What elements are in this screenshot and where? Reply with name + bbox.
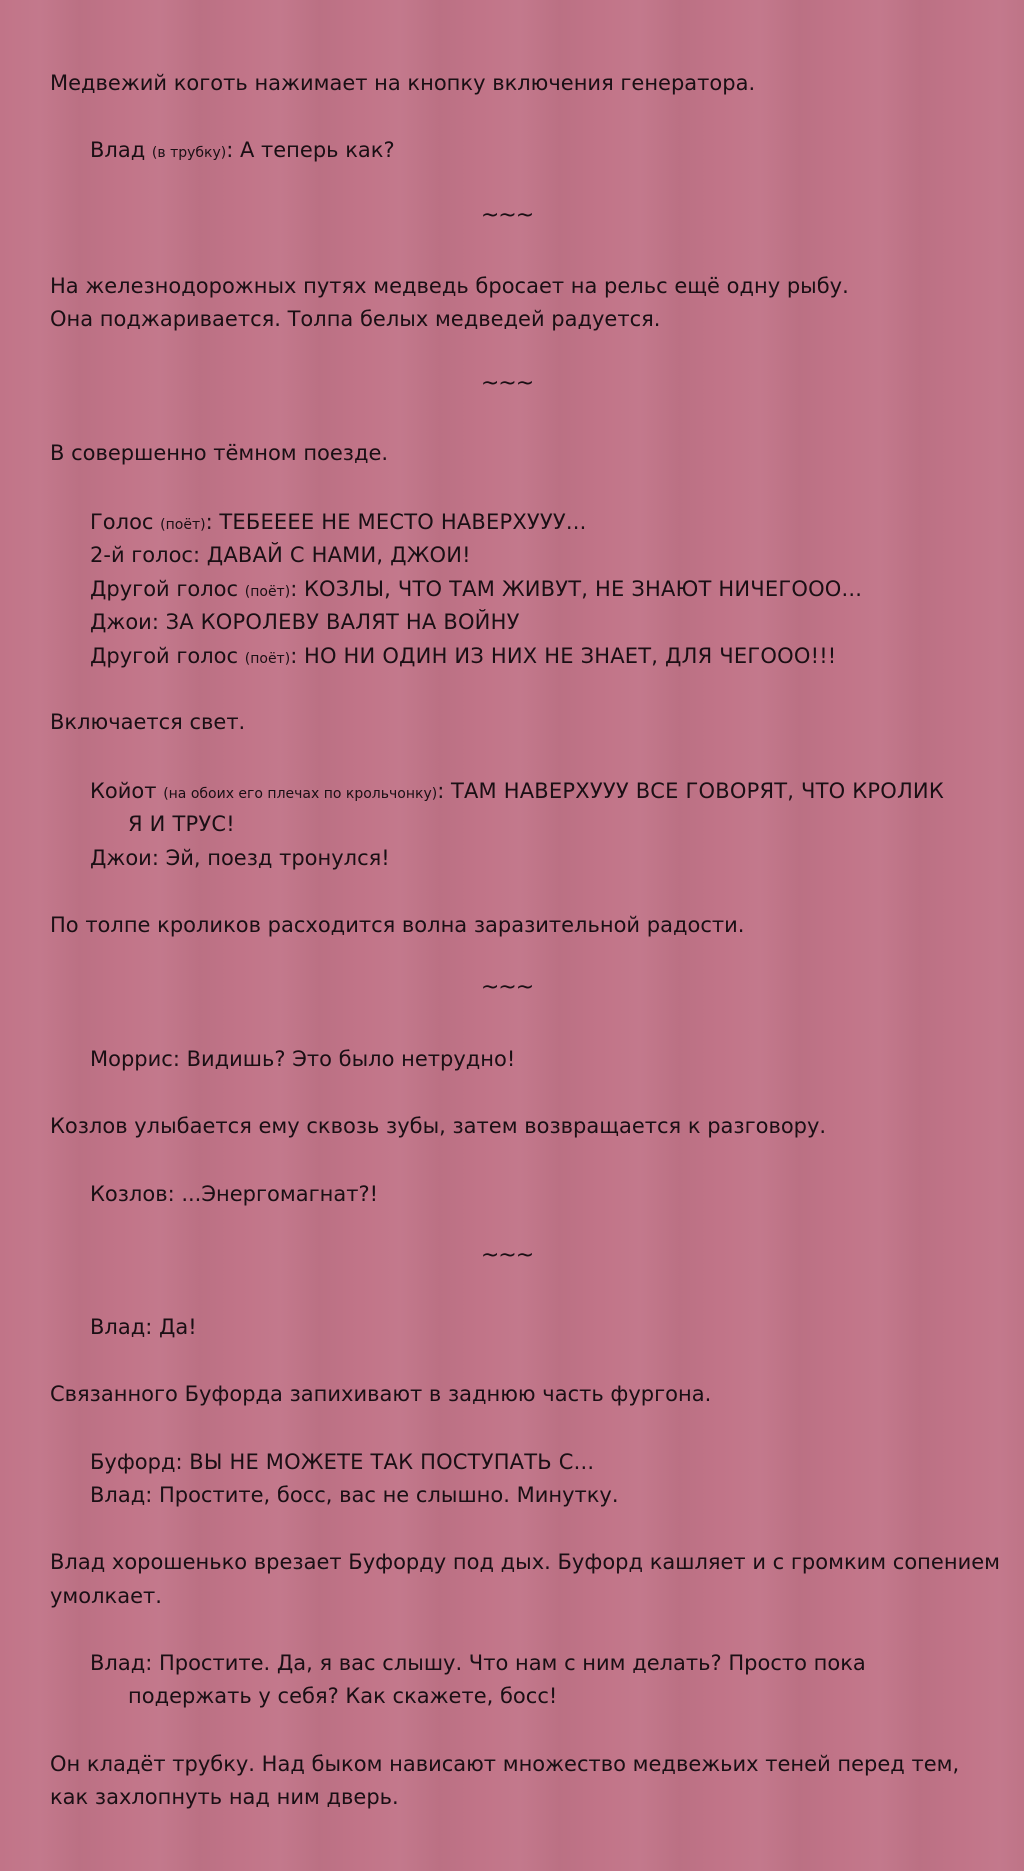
action-line: Связанного Буфорда запихивают в заднюю часть фургона. <box>50 1382 712 1406</box>
dialogue-line <box>90 1446 594 1479</box>
parenthetical: (на обоих его плечах по крольчонку) <box>163 786 438 802</box>
dialogue-text: ВЫ НЕ МОЖЕТЕ ТАК ПОСТУПАТЬ С... <box>189 1450 595 1474</box>
dialogue-text: : А теперь как? <box>226 138 395 162</box>
dialogue-text: ТЕБЕЕЕЕ НЕ МЕСТО НАВЕРХУУУ... <box>219 510 587 534</box>
dialogue-line <box>90 134 395 170</box>
dialogue-text: НО НИ ОДИН ИЗ НИХ НЕ ЗНАЕТ, ДЛЯ ЧЕГООО!!! <box>303 644 837 668</box>
action-line: На железнодорожных путях медведь бросает на рельс ещё одну рыбу. <box>50 274 849 298</box>
parenthetical: (поёт) <box>160 517 206 533</box>
action-line: Включается свет. <box>50 710 246 734</box>
dialogue-line: Джои: Эй, поезд тронулся! <box>90 846 390 870</box>
action-line: Она поджаривается. Толпа белых медведей радуется. <box>50 307 661 331</box>
speaker: 2-й голос: <box>90 543 207 567</box>
action-line: По толпе кроликов расходится волна заразительной радости. <box>50 913 745 937</box>
dialogue-line <box>90 506 587 542</box>
colon: : <box>290 644 304 668</box>
scene-separator: ~~~ <box>480 203 534 228</box>
colon: : <box>290 577 304 601</box>
dialogue-line <box>90 606 520 639</box>
parenthetical: (поёт) <box>244 651 291 667</box>
dialogue-text: Я И ТРУС! <box>128 812 235 836</box>
dialogue-text: ТАМ НАВЕРХУУУ ВСЕ ГОВОРЯТ, ЧТО КРОЛИК <box>450 779 944 803</box>
speaker: Другой голос <box>90 577 239 601</box>
speaker: Джои: <box>90 610 166 634</box>
scene-separator: ~~~ <box>480 975 534 1000</box>
action-line: Он кладёт трубку. Над быком нависают множество медвежьих теней перед тем, <box>50 1752 960 1776</box>
action-line: как захлопнуть над ним дверь. <box>50 1785 399 1809</box>
colon: : <box>437 779 451 803</box>
dialogue-continuation: подержать у себя? Как скажете, босс! <box>128 1684 558 1708</box>
dialogue-line: Влад: Простите. Да, я вас слышу. Что нам с ним делать? Просто пока <box>90 1651 866 1675</box>
action-line: Козлов улыбается ему сквозь зубы, затем возвращается к разговору. <box>50 1114 827 1138</box>
speaker: Голос <box>90 510 154 534</box>
dialogue-line <box>90 640 836 676</box>
speaker: Койот <box>90 779 157 803</box>
dialogue-text: КОЗЛЫ, ЧТО ТАМ ЖИВУТ, НЕ ЗНАЮТ НИЧЕГООО... <box>303 577 863 601</box>
parenthetical: (в трубку) <box>151 145 227 161</box>
dialogue-continuation <box>128 808 235 841</box>
speaker: Влад <box>90 138 146 162</box>
action-line: В совершенно тёмном поезде. <box>50 441 389 465</box>
action-line: умолкает. <box>50 1584 162 1608</box>
dialogue-line <box>90 573 862 609</box>
parenthetical: (поёт) <box>244 584 291 600</box>
scene-separator: ~~~ <box>480 371 534 396</box>
dialogue-line <box>90 539 471 572</box>
speaker: Буфорд: <box>90 1450 190 1474</box>
scene-separator: ~~~ <box>480 1243 534 1268</box>
dialogue-line <box>90 775 944 811</box>
dialogue-text: ЗА КОРОЛЕВУ ВАЛЯТ НА ВОЙНУ <box>165 610 520 634</box>
dialogue-line: Моррис: Видишь? Это было нетрудно! <box>90 1047 516 1071</box>
dialogue-line: Влад: Простите, босс, вас не слышно. Минутку. <box>90 1483 619 1507</box>
dialogue-line: Влад: Да! <box>90 1315 197 1339</box>
dialogue-text: ДАВАЙ С НАМИ, ДЖОИ! <box>206 543 471 567</box>
dialogue-line: Козлов: ...Энергомагнат?! <box>90 1182 379 1206</box>
action-line: Медвежий коготь нажимает на кнопку включения генератора. <box>50 71 756 95</box>
action-line: Влад хорошенько врезает Буфорду под дых. Буфорд кашляет и с громким сопением <box>50 1550 1000 1574</box>
colon: : <box>205 510 220 534</box>
speaker: Другой голос <box>90 644 239 668</box>
